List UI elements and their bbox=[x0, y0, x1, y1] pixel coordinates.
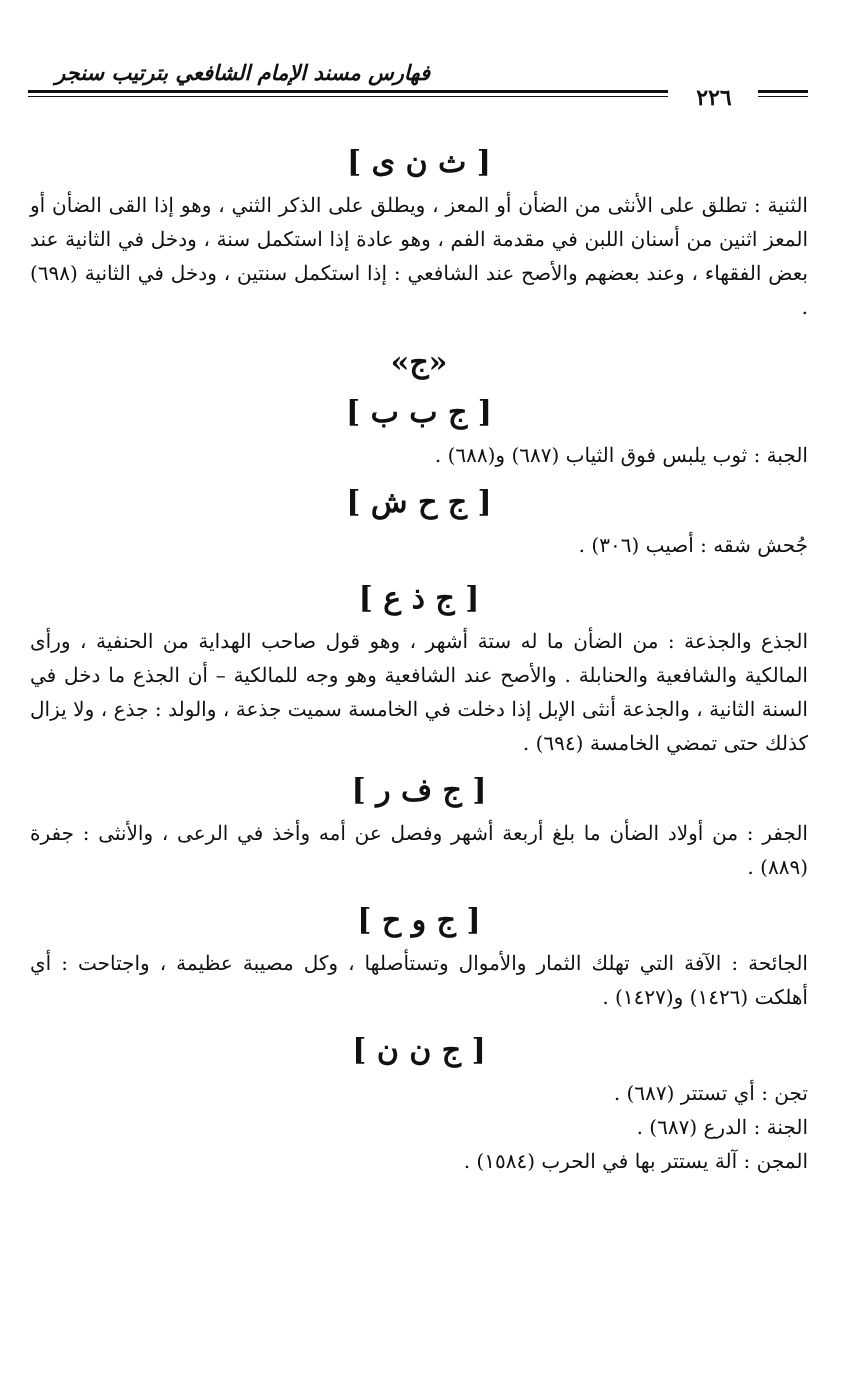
root-heading: [ ج ح ش ] bbox=[346, 485, 492, 520]
entry-text: الجفر : من أولاد الضأن ما بلغ أربعة أشهر وفصل عن أمه وأخذ في الرعى ، والأنثى : جفرة (٨٨٩) . bbox=[30, 821, 808, 879]
letter-heading: «ج» bbox=[390, 345, 448, 380]
header-rule-thick bbox=[28, 90, 668, 93]
entry-text: الجائحة : الآفة التي تهلك الثمار والأموال وتستأصلها ، وكل مصيبة عظيمة ، واجتاحت : أي أهلكت (١٤٢٦) و(١٤٢٧) . bbox=[30, 951, 808, 1009]
header-rule bbox=[28, 85, 808, 112]
entry-text: الجنة : الدرع (٦٨٧) . bbox=[636, 1115, 808, 1139]
root-heading: [ ج ب ب ] bbox=[345, 395, 492, 430]
header-rule-short-thick bbox=[758, 90, 808, 93]
root-heading: [ ج ن ن ] bbox=[352, 1033, 486, 1068]
page-content bbox=[30, 138, 808, 1178]
entry-text: تجن : أي تستتر (٦٨٧) . bbox=[613, 1081, 808, 1105]
root-heading: [ ج ف ر ] bbox=[351, 773, 487, 808]
root-heading: [ ج و ح ] bbox=[357, 903, 481, 938]
entry-text: الجذع والجذعة : من الضأن ما له ستة أشهر ، وهو قول صاحب الهداية من الحنفية ، ورأى المالكية والشافعية والحنابلة . والأصح عند الشافعية وهو وجه للمالكية – أن الجذع ما دخل في السنة الثانية ، والجذعة أنثى الإبل إذا دخلت في الخامسة سميت جذعة ، والولد : جذع ، ولا يزال كذلك حتى تمضي الخامسة (٦٩٤) . bbox=[30, 629, 808, 755]
root-heading: [ ج ذ ع ] bbox=[358, 581, 480, 616]
header-rule-short-thin bbox=[758, 96, 808, 97]
header-rule-thin bbox=[28, 96, 668, 97]
root-heading: [ ث ن ى ] bbox=[347, 145, 491, 180]
page-number: ٢٢٦ bbox=[696, 85, 732, 111]
entry-text: المجن : آلة يستتر بها في الحرب (١٥٨٤) . bbox=[463, 1149, 808, 1173]
entry-text: جُحش شقه : أصيب (٣٠٦) . bbox=[578, 533, 808, 557]
running-header-title: فهارس مسند الإمام الشافعي بترتيب سنجر bbox=[55, 60, 430, 85]
entry-text: الثنية : تطلق على الأنثى من الضأن أو المعز ، ويطلق على الذكر الثني ، وهو إذا القى الضأن أو المعز اثنين من أسنان اللبن في مقدمة الفم ، وهو عادة إذا استكمل سنة ، ودخل في الثانية عند بعض الفقهاء ، وعند بعضهم والأصح عند الشافعي : إذا استكمل سنتين ، ودخل في الثانية (٦٩٨) . bbox=[30, 193, 808, 319]
entry-text: الجبة : ثوب يلبس فوق الثياب (٦٨٧) و(٦٨٨) . bbox=[434, 443, 808, 467]
